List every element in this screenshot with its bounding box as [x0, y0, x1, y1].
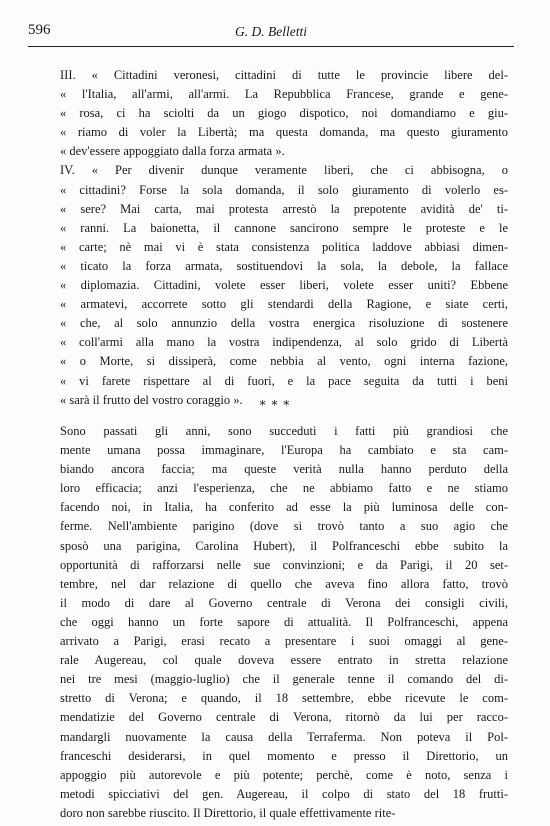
text-line: loro efficacia; anzi l'esperienza, che ne abbiamo fatto e ne stiamo	[60, 481, 508, 496]
text-line: doro non sarebbe riuscito. Il Direttorio, il quale effettivamente rite-	[60, 805, 396, 820]
text-line: biando ancora faccia; ma queste verità nulla hanno perduto della	[60, 462, 508, 477]
text-line: Sono passati gli anni, sono succeduti i fatti più grandiosi che	[60, 424, 508, 438]
text-line: ferme. Nell'ambiente parigino (dove si trovò tanto a suo agio che	[60, 519, 508, 534]
page-number: 596	[28, 22, 51, 38]
text-line: « sere? Mai carta, mai protesta arrestò la prepotente avidità de' ti-	[60, 201, 508, 216]
text-line: stretto di Verona; e quando, il 18 settembre, ebbe ricevute le com-	[60, 691, 508, 706]
text-line: metodi spicciativi del gen. Augereau, il colpo di stato del 18 frutti-	[60, 786, 508, 801]
text-line: che oggi hanno un forte sapore di attualità. Il Polfranceschi, appena	[60, 614, 508, 629]
text-line: opportunità di rafforzarsi nelle sue convinzioni; e da Parigi, il 20 set-	[60, 557, 508, 572]
page-header	[28, 22, 514, 44]
text-line: « diplomazia. Cittadini, volete esser liberi, volete esser uniti? Ebbene	[60, 278, 508, 293]
text-line: IV. « Per divenir dunque veramente liberi, che ci abbisogna, o	[60, 163, 508, 178]
text-line: mente umana possa immaginare, l'Europa ha cambiato e sta cam-	[60, 443, 508, 458]
text-line: « ticato la forza armata, sostituendovi la sola, la debole, la fallace	[60, 258, 508, 273]
text-line: tembre, nel dar relazione di quello che aveva fino allora fatto, trovò	[60, 576, 508, 591]
text-line: mendatizie del Governo centrale di Verona, ritornò da lui per racco-	[60, 710, 508, 725]
text-line: « che, al solo annunzio della vostra energica risoluzione di sostenere	[60, 316, 508, 331]
text-line: « ranni. La baionetta, il cannone sancirono sempre le proteste e le	[60, 220, 508, 235]
text-line: rale Augereau, col quale doveva essere entrato in stretta relazione	[60, 653, 508, 668]
header-rule	[28, 46, 514, 47]
text-line: « riamo di voler la Libertà; ma questa domanda, ma questo giuramento	[60, 125, 508, 140]
quoted-proclamation	[60, 66, 508, 410]
text-line: « carte; nè mai vi è stata consistenza politica laddove abbiasi dimen-	[60, 239, 508, 254]
text-line: « dev'essere appoggiato dalla forza armata ».	[60, 144, 285, 159]
text-line: « l'Italia, all'armi, all'armi. La Repubblica Francese, grande e gene-	[60, 87, 508, 102]
text-line: « cittadini? Forse la sola domanda, il solo giuramento di volerlo es-	[60, 182, 508, 197]
text-line: appoggio più autorevole e più potente; perchè, come è noto, senza i	[60, 767, 508, 782]
text-line: « coll'armi alla mano la vostra indipendenza, al solo grido di Libertà	[60, 335, 508, 350]
text-line: mandargli nuovamente la causa della Terraferma. Non poteva il Pol-	[60, 729, 508, 744]
text-line: « sarà il frutto del vostro coraggio ».	[60, 392, 243, 407]
narrative-paragraph	[60, 422, 508, 823]
running-head: G. D. Belletti	[235, 24, 307, 39]
text-line: sposò una parigina, Carolina Hubert), il Polfranceschi ebbe subito la	[60, 538, 508, 553]
text-line: « rosa, ci ha sciolti da un giogo dispotico, noi domandiamo e giu-	[60, 106, 508, 121]
text-line: nei tre mesi (maggio-luglio) che il generale tenne il comando del di-	[60, 672, 508, 687]
section-separator: * * *	[259, 398, 291, 412]
text-line: facendo noi, in Italia, ha conferito ad esse la più luminosa delle con-	[60, 500, 508, 515]
text-line: arrivato a Parigi, erasi recato a presentare i suoi omaggi al gene-	[60, 634, 508, 649]
text-line: « armatevi, accorrete sotto gli stendardi della Ragione, e siate certi,	[60, 297, 508, 312]
text-line: « o Morte, si dissiperà, come nebbia al vento, ogni interna fazione,	[60, 354, 508, 369]
text-line: il modo di dare al Governo centrale di Verona dei consigli civili,	[60, 595, 508, 610]
text-line: « vi farete rispettare al di fuori, e la pace seguita da tutti i beni	[60, 373, 508, 388]
text-line: franceschi desiderarsi, in quel momento e presso il Direttorio, un	[60, 748, 508, 763]
text-line: III. « Cittadini veronesi, cittadini di tutte le provincie libere del-	[60, 68, 508, 82]
